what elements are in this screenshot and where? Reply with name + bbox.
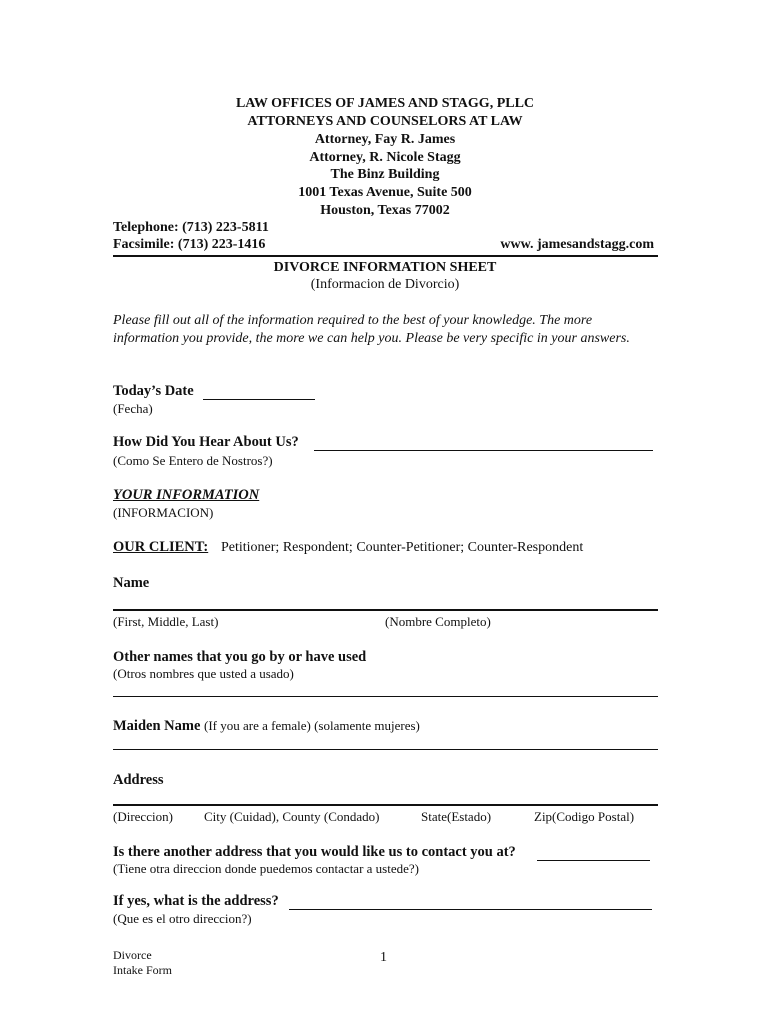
firm-name: LAW OFFICES OF JAMES AND STAGG, PLLC — [235, 96, 535, 111]
your-info-heading: YOUR INFORMATION — [113, 487, 260, 503]
address-part-city: City (Cuidad), County (Condado) — [204, 809, 380, 824]
if-yes-sublabel: (Que es el otro direccion?) — [113, 911, 252, 926]
maiden-name-row — [113, 718, 420, 735]
your-info-sublabel: (INFORMACION) — [113, 505, 214, 520]
our-client-label: OUR CLIENT: — [113, 539, 209, 555]
website-link[interactable]: www. jamesandstagg.com — [500, 237, 654, 252]
facsimile: Facsimile: (713) 223-1416 — [113, 237, 266, 252]
another-address-field[interactable] — [537, 860, 650, 861]
another-address-sublabel: (Tiene otra direccion donde puedemos contactar a ustede?) — [113, 861, 419, 876]
page-number: 1 — [380, 950, 387, 965]
todays-date-sublabel: (Fecha) — [113, 401, 153, 416]
todays-date-label: Today’s Date — [113, 383, 194, 399]
address-part-street: (Direccion) — [113, 809, 173, 824]
maiden-name-note: (If you are a female) (solamente mujeres) — [204, 718, 420, 733]
todays-date-field[interactable] — [203, 399, 315, 400]
other-names-field[interactable] — [113, 696, 658, 697]
city-state: Houston, Texas 77002 — [320, 203, 450, 218]
firm-subtitle: ATTORNEYS AND COUNSELORS AT LAW — [247, 114, 523, 129]
form-subtitle: (Informacion de Divorcio) — [310, 277, 460, 292]
address-part-state: State(Estado) — [421, 809, 492, 824]
attorney-james: Attorney, Fay R. James — [314, 132, 456, 147]
attorney-stagg: Attorney, R. Nicole Stagg — [309, 150, 461, 165]
name-sublabel-right: (Nombre Completo) — [385, 614, 491, 629]
footer-line-1: Divorce — [113, 948, 152, 962]
intro-paragraph: Please fill out all of the information required to the best of your knowledge. The more information you provide, the more we can help you. Please be very specific in your answers. — [113, 313, 630, 346]
form-title: DIVORCE INFORMATION SHEET — [273, 260, 497, 275]
name-field[interactable] — [113, 609, 658, 611]
hear-about-sublabel: (Como Se Entero de Nostros?) — [113, 453, 273, 468]
building-name: The Binz Building — [330, 167, 440, 182]
telephone: Telephone: (713) 223-5811 — [113, 220, 269, 235]
maiden-name-label: Maiden Name — [113, 718, 201, 734]
address-field[interactable] — [113, 804, 658, 806]
name-sublabel-left: (First, Middle, Last) — [113, 614, 219, 629]
if-yes-label: If yes, what is the address? — [113, 893, 279, 909]
hear-about-field[interactable] — [314, 450, 653, 451]
header-divider — [113, 255, 658, 257]
footer-line-2: Intake Form — [113, 963, 172, 977]
street-address: 1001 Texas Avenue, Suite 500 — [298, 185, 472, 200]
name-label: Name — [113, 575, 150, 591]
hear-about-label: How Did You Hear About Us? — [113, 434, 299, 450]
if-yes-address-field[interactable] — [289, 909, 652, 910]
address-part-zip: Zip(Codigo Postal) — [534, 809, 635, 824]
address-label: Address — [113, 772, 164, 788]
client-role-options[interactable]: Petitioner; Respondent; Counter-Petitioner; Counter-Respondent — [221, 540, 584, 555]
other-names-sublabel: (Otros nombres que usted a usado) — [113, 666, 294, 681]
maiden-name-field[interactable] — [113, 749, 658, 750]
another-address-label: Is there another address that you would like us to contact you at? — [113, 844, 516, 860]
other-names-label: Other names that you go by or have used — [113, 649, 367, 665]
